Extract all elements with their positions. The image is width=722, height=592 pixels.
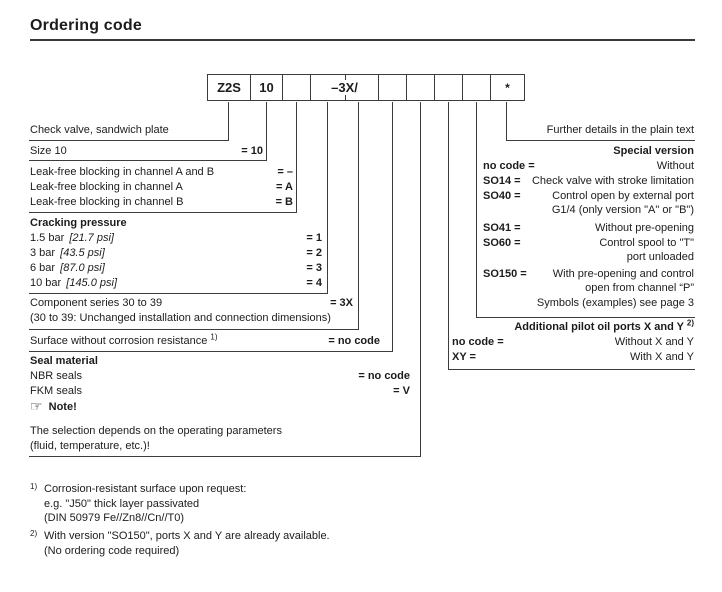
- rule-cracking: [29, 293, 328, 294]
- rule-seal-note: [29, 456, 421, 457]
- label-leak-a: Leak-free blocking in channel A: [30, 181, 183, 193]
- rule-further-details: [506, 140, 695, 141]
- key-so40: SO40 =: [483, 190, 521, 202]
- code-cp2: = 2: [306, 247, 322, 259]
- connector-pilot-ports: [448, 102, 449, 370]
- rule-blocking: [29, 212, 297, 213]
- key-xy: XY =: [452, 351, 476, 363]
- code-box-surface: [379, 75, 407, 100]
- key-so14: SO14 =: [483, 175, 521, 187]
- pilot-header-text: Additional pilot oil ports X and Y: [514, 321, 684, 333]
- code-size: = 10: [241, 145, 263, 157]
- code-box-pilot: [435, 75, 463, 100]
- cp1-bar: 1.5 bar: [30, 232, 65, 244]
- label-fkm: FKM seals: [30, 385, 82, 397]
- ordering-code-boxes: [207, 74, 525, 101]
- val-symbols: Symbols (examples) see page 3: [536, 297, 694, 309]
- cp2-bar: 3 bar: [30, 247, 56, 259]
- key-so150: SO150 =: [483, 268, 527, 280]
- cp4-bar: 10 bar: [30, 277, 62, 289]
- connector-series: [358, 102, 359, 330]
- rule-pilot-ports: [448, 369, 695, 370]
- val-so40-line2: G1/4 (only version "A" or "B"): [551, 204, 694, 216]
- val-so60: Control spool to "T": [599, 237, 694, 249]
- footnote2-line2: (No ordering code required): [44, 545, 180, 557]
- header-pilot-ports: [514, 318, 694, 334]
- title-underline: [30, 39, 695, 41]
- label-check-valve: Check valve, sandwich plate: [30, 124, 169, 136]
- rule-size: [29, 160, 267, 161]
- header-special-version: Special version: [613, 145, 694, 157]
- label-cp2: [30, 247, 105, 260]
- note-row: [30, 400, 77, 414]
- code-leak-ab: = –: [277, 166, 293, 178]
- label-further-details: Further details in the plain text: [546, 124, 694, 136]
- box-divider-tick-top: [345, 75, 347, 80]
- code-box-star: *: [505, 80, 510, 95]
- code-box-size: 10: [251, 75, 283, 100]
- connector-special-version: [476, 102, 477, 318]
- cp3-bar: 6 bar: [30, 262, 56, 274]
- code-box-model: Z2S: [208, 75, 251, 100]
- footnote1-line2: e.g. "J50" thick layer passivated: [44, 498, 200, 510]
- code-box-special: [463, 75, 491, 100]
- code-cp1: = 1: [306, 232, 322, 244]
- cp3-psi: [87.0 psi]: [60, 262, 105, 274]
- code-cp3: = 3: [306, 262, 322, 274]
- footnote2-marker: 2): [30, 529, 38, 538]
- code-leak-a: = A: [275, 181, 293, 193]
- rule-special-version: [476, 317, 695, 318]
- key-pilot-nocode: no code =: [452, 336, 504, 348]
- code-series: = 3X: [330, 297, 353, 309]
- header-cracking-pressure: Cracking pressure: [30, 217, 127, 229]
- box-divider-tick-bottom: [345, 95, 347, 100]
- code-cp4: = 4: [306, 277, 322, 289]
- val-so40: Control open by external port: [552, 190, 694, 202]
- label-leak-b: Leak-free blocking in channel B: [30, 196, 184, 208]
- page-title: Ordering code: [30, 17, 142, 34]
- val-so41: Without pre-opening: [594, 222, 694, 234]
- label-nbr: NBR seals: [30, 370, 82, 382]
- surface-text: Surface without corrosion resistance: [30, 335, 208, 347]
- footnote2-line1: With version "SO150", ports X and Y are already available.: [44, 530, 330, 542]
- label-cp1: [30, 232, 114, 245]
- note-line2: (fluid, temperature, etc.)!: [30, 440, 150, 452]
- connector-cracking: [327, 102, 328, 294]
- val-sv-nocode: Without: [656, 160, 694, 172]
- key-so41: SO41 =: [483, 222, 521, 234]
- key-so60: SO60 =: [483, 237, 521, 249]
- note-line1: The selection depends on the operating parameters: [30, 425, 282, 437]
- rule-check-valve: [29, 140, 229, 141]
- footnote1-line1: Corrosion-resistant surface upon request:: [44, 483, 247, 495]
- code-box-blocking: [283, 75, 311, 100]
- val-so150-line2: open from channel “P”: [585, 282, 694, 294]
- label-series: Component series 30 to 39: [30, 297, 163, 309]
- connector-seal: [420, 102, 421, 457]
- pointing-hand-icon: ☞: [30, 398, 43, 414]
- connector-surface: [392, 102, 393, 352]
- rule-surface: [29, 351, 393, 352]
- code-nbr: = no code: [358, 370, 410, 382]
- val-so14: Check valve with stroke limitation: [531, 175, 694, 187]
- cp2-psi: [43.5 psi]: [60, 247, 105, 259]
- val-so60-line2: port unloaded: [626, 251, 694, 263]
- label-surface: [30, 332, 218, 348]
- footnote1-marker: 1): [30, 482, 38, 491]
- cp1-psi: [21.7 psi]: [69, 232, 114, 244]
- label-size: Size 10: [30, 145, 67, 157]
- label-cp3: [30, 262, 105, 275]
- connector-size: [266, 102, 267, 161]
- pilot-footnote-marker: 2): [686, 318, 694, 328]
- code-surface: = no code: [328, 335, 380, 347]
- label-series-note: (30 to 39: Unchanged installation and connection dimensions): [30, 312, 331, 324]
- cp4-psi: [145.0 psi]: [66, 277, 118, 289]
- val-xy: With X and Y: [630, 351, 694, 363]
- key-sv-nocode: no code =: [483, 160, 535, 172]
- note-title: Note!: [48, 401, 77, 413]
- rule-series: [29, 329, 359, 330]
- val-pilot-nocode: Without X and Y: [614, 336, 694, 348]
- footnote1-line3: (DIN 50979 Fe//Zn8//Cn//T0): [44, 512, 184, 524]
- code-fkm: = V: [393, 385, 410, 397]
- val-so150: With pre-opening and control: [552, 268, 694, 280]
- connector-check-valve: [228, 102, 229, 141]
- header-seal-material: Seal material: [30, 355, 98, 367]
- label-leak-ab: Leak-free blocking in channel A and B: [30, 166, 215, 178]
- code-box-series: [311, 75, 379, 100]
- label-cp4: [30, 277, 117, 290]
- connector-blocking: [296, 102, 297, 213]
- surface-footnote-marker: 1): [210, 332, 218, 342]
- code-box-series-label: –3X/: [331, 80, 358, 95]
- connector-further-details: [506, 102, 507, 141]
- code-box-seal: [407, 75, 435, 100]
- code-leak-b: = B: [275, 196, 293, 208]
